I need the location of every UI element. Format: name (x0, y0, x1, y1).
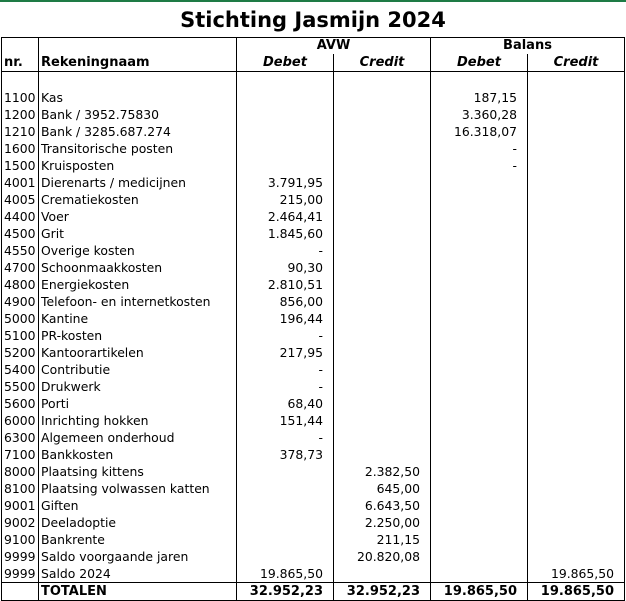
balans-credit-cell[interactable] (528, 361, 625, 378)
avw-credit-cell[interactable] (334, 276, 431, 293)
account-number-cell[interactable]: 5200 (2, 344, 39, 361)
avw-credit-cell[interactable] (334, 208, 431, 225)
table-row (2, 480, 625, 497)
account-name-cell[interactable]: Deeladoptie (39, 514, 237, 531)
table-row (2, 548, 625, 565)
account-number-cell[interactable]: 4005 (2, 191, 39, 208)
avw-credit-cell[interactable] (334, 446, 431, 463)
account-name-cell[interactable]: Giften (39, 497, 237, 514)
account-name-cell[interactable]: Porti (39, 395, 237, 412)
table-row (2, 123, 625, 140)
table-row (2, 378, 625, 395)
header-avw-debet[interactable]: Debet (237, 54, 334, 72)
balans-credit-cell[interactable] (528, 293, 625, 310)
avw-credit-cell[interactable] (334, 191, 431, 208)
balans-debet-cell[interactable] (431, 412, 528, 429)
table-row (2, 208, 625, 225)
avw-debet-cell[interactable] (237, 123, 334, 140)
avw-debet-cell[interactable]: 2.810,51 (237, 276, 334, 293)
avw-credit-cell[interactable] (334, 327, 431, 344)
account-name-cell[interactable]: Bankrente (39, 531, 237, 548)
account-number-cell[interactable]: 5400 (2, 361, 39, 378)
account-name-cell[interactable]: Kruisposten (39, 157, 237, 174)
balans-debet-cell[interactable] (431, 327, 528, 344)
account-name-cell[interactable]: Inrichting hokken (39, 412, 237, 429)
avw-credit-cell[interactable] (334, 429, 431, 446)
avw-debet-cell[interactable] (237, 89, 334, 106)
balans-debet-cell[interactable] (431, 548, 528, 565)
account-number-cell[interactable]: 8000 (2, 463, 39, 480)
balans-credit-cell[interactable] (528, 412, 625, 429)
balans-debet-cell[interactable]: 16.318,07 (431, 123, 528, 140)
avw-debet-cell[interactable] (237, 531, 334, 548)
table-row (2, 293, 625, 310)
avw-debet-cell[interactable]: 1.845,60 (237, 225, 334, 242)
balans-credit-cell[interactable] (528, 242, 625, 259)
header-col-name[interactable]: Rekeningnaam (39, 54, 237, 72)
balans-debet-cell[interactable] (431, 378, 528, 395)
avw-credit-cell[interactable] (334, 259, 431, 276)
avw-credit-cell[interactable] (334, 344, 431, 361)
table-row (2, 72, 625, 90)
account-name-cell[interactable]: Voer (39, 208, 237, 225)
header-avw-credit[interactable]: Credit (334, 54, 431, 72)
balans-debet-cell[interactable]: - (431, 157, 528, 174)
header-bal-debet[interactable]: Debet (431, 54, 528, 72)
table-row (2, 514, 625, 531)
balans-debet-cell[interactable] (431, 191, 528, 208)
avw-debet-cell[interactable]: 90,30 (237, 259, 334, 276)
header-group-avw[interactable]: AVW (237, 38, 431, 55)
avw-credit-cell[interactable]: 2.382,50 (334, 463, 431, 480)
header-col-nr[interactable]: nr. (2, 54, 39, 72)
account-number-cell[interactable]: 1210 (2, 123, 39, 140)
header-group-balans[interactable]: Balans (431, 38, 625, 55)
balans-credit-cell[interactable] (528, 123, 625, 140)
avw-credit-cell[interactable]: 211,15 (334, 531, 431, 548)
table-row (2, 463, 625, 480)
account-name-cell[interactable]: Contributie (39, 361, 237, 378)
balans-debet-cell[interactable] (431, 429, 528, 446)
balans-debet-cell[interactable]: 187,15 (431, 89, 528, 106)
totals-row (2, 583, 625, 601)
account-name-cell[interactable]: Kas (39, 89, 237, 106)
sheet-title[interactable]: Stichting Jasmijn 2024 (180, 8, 446, 32)
avw-debet-cell[interactable]: 215,00 (237, 191, 334, 208)
account-name-cell[interactable] (39, 72, 237, 90)
balans-credit-cell[interactable] (528, 497, 625, 514)
account-number-cell[interactable]: 4001 (2, 174, 39, 191)
avw-credit-cell[interactable] (334, 72, 431, 90)
table-row (2, 191, 625, 208)
balans-credit-cell[interactable] (528, 344, 625, 361)
account-number-cell[interactable]: 4550 (2, 242, 39, 259)
account-name-cell[interactable]: Algemeen onderhoud (39, 429, 237, 446)
table-row (2, 259, 625, 276)
totals-label[interactable]: TOTALEN (39, 583, 237, 601)
avw-debet-cell[interactable] (237, 157, 334, 174)
avw-debet-cell[interactable]: - (237, 361, 334, 378)
account-number-cell[interactable]: 4400 (2, 208, 39, 225)
avw-credit-cell[interactable]: 20.820,08 (334, 548, 431, 565)
avw-debet-cell[interactable]: 68,40 (237, 395, 334, 412)
avw-debet-cell[interactable]: - (237, 327, 334, 344)
balans-debet-cell[interactable] (431, 463, 528, 480)
header-blank-nr[interactable] (2, 38, 39, 55)
avw-credit-cell[interactable] (334, 225, 431, 242)
account-number-cell[interactable]: 1200 (2, 106, 39, 123)
avw-debet-cell[interactable]: 378,73 (237, 446, 334, 463)
balans-credit-cell[interactable] (528, 191, 625, 208)
ledger-body (2, 72, 625, 601)
account-number-cell[interactable]: 4900 (2, 293, 39, 310)
selection-accent-line (0, 0, 626, 2)
avw-credit-cell[interactable] (334, 378, 431, 395)
avw-credit-cell[interactable] (334, 242, 431, 259)
account-number-cell[interactable]: 4500 (2, 225, 39, 242)
avw-credit-cell[interactable] (334, 89, 431, 106)
table-row (2, 531, 625, 548)
table-row (2, 174, 625, 191)
avw-debet-cell[interactable]: 2.464,41 (237, 208, 334, 225)
avw-debet-cell[interactable] (237, 140, 334, 157)
account-name-cell[interactable]: Plaatsing volwassen katten (39, 480, 237, 497)
account-name-cell[interactable]: Bank / 3952.75830 (39, 106, 237, 123)
table-row (2, 344, 625, 361)
account-number-cell[interactable]: 9002 (2, 514, 39, 531)
balans-credit-cell[interactable] (528, 89, 625, 106)
balans-debet-cell[interactable] (431, 531, 528, 548)
account-name-cell[interactable]: Transitorische posten (39, 140, 237, 157)
table-row (2, 140, 625, 157)
account-name-cell[interactable]: Kantoorartikelen (39, 344, 237, 361)
avw-debet-cell[interactable]: 217,95 (237, 344, 334, 361)
table-row (2, 395, 625, 412)
avw-credit-cell[interactable] (334, 140, 431, 157)
balans-credit-cell[interactable] (528, 548, 625, 565)
avw-debet-cell[interactable] (237, 497, 334, 514)
avw-debet-cell[interactable] (237, 463, 334, 480)
balans-debet-cell[interactable] (431, 208, 528, 225)
balans-debet-cell[interactable] (431, 225, 528, 242)
ledger-table (1, 37, 625, 601)
balans-debet-cell[interactable] (431, 310, 528, 327)
table-row (2, 225, 625, 242)
account-number-cell[interactable]: 9100 (2, 531, 39, 548)
balans-debet-cell[interactable] (431, 446, 528, 463)
balans-credit-cell[interactable] (528, 378, 625, 395)
account-number-cell[interactable]: 5600 (2, 395, 39, 412)
balans-credit-cell[interactable] (528, 259, 625, 276)
account-name-cell[interactable]: Bankkosten (39, 446, 237, 463)
table-row (2, 276, 625, 293)
avw-credit-cell[interactable] (334, 395, 431, 412)
account-number-cell[interactable]: 9999 (2, 565, 39, 583)
balans-credit-cell[interactable] (528, 276, 625, 293)
balans-credit-cell[interactable] (528, 208, 625, 225)
balans-debet-cell[interactable] (431, 344, 528, 361)
balans-debet-cell[interactable] (431, 72, 528, 90)
account-number-cell[interactable]: 5100 (2, 327, 39, 344)
account-name-cell[interactable]: Saldo 2024 (39, 565, 237, 583)
balans-credit-cell[interactable] (528, 446, 625, 463)
balans-debet-cell[interactable] (431, 565, 528, 583)
account-name-cell[interactable]: Dierenarts / medicijnen (39, 174, 237, 191)
avw-debet-cell[interactable]: - (237, 378, 334, 395)
totals-bal-credit[interactable]: 19.865,50 (528, 583, 625, 601)
table-row (2, 157, 625, 174)
totals-bal-debet[interactable]: 19.865,50 (431, 583, 528, 601)
balans-debet-cell[interactable] (431, 242, 528, 259)
account-number-cell[interactable]: 5000 (2, 310, 39, 327)
balans-credit-cell[interactable] (528, 463, 625, 480)
avw-debet-cell[interactable] (237, 72, 334, 90)
account-number-cell[interactable]: 9999 (2, 548, 39, 565)
table-row (2, 412, 625, 429)
avw-credit-cell[interactable] (334, 106, 431, 123)
balans-credit-cell[interactable] (528, 429, 625, 446)
avw-credit-cell[interactable] (334, 123, 431, 140)
avw-credit-cell[interactable] (334, 361, 431, 378)
account-number-cell[interactable]: 1600 (2, 140, 39, 157)
account-name-cell[interactable]: Grit (39, 225, 237, 242)
avw-debet-cell[interactable] (237, 548, 334, 565)
balans-credit-cell[interactable] (528, 327, 625, 344)
balans-credit-cell[interactable] (528, 174, 625, 191)
totals-nr-cell[interactable] (2, 583, 39, 601)
table-row (2, 106, 625, 123)
balans-credit-cell[interactable]: 19.865,50 (528, 565, 625, 583)
avw-debet-cell[interactable]: 151,44 (237, 412, 334, 429)
avw-credit-cell[interactable]: 645,00 (334, 480, 431, 497)
totals-avw-debet[interactable]: 32.952,23 (237, 583, 334, 601)
account-number-cell[interactable]: 4700 (2, 259, 39, 276)
account-name-cell[interactable]: Bank / 3285.687.274 (39, 123, 237, 140)
balans-debet-cell[interactable] (431, 293, 528, 310)
balans-debet-cell[interactable]: 3.360,28 (431, 106, 528, 123)
account-name-cell[interactable]: Energiekosten (39, 276, 237, 293)
account-name-cell[interactable]: PR-kosten (39, 327, 237, 344)
avw-credit-cell[interactable] (334, 412, 431, 429)
balans-debet-cell[interactable] (431, 514, 528, 531)
table-row (2, 327, 625, 344)
table-row (2, 497, 625, 514)
balans-credit-cell[interactable] (528, 480, 625, 497)
avw-debet-cell[interactable]: 3.791,95 (237, 174, 334, 191)
account-name-cell[interactable]: Schoonmaakkosten (39, 259, 237, 276)
account-number-cell[interactable]: 5500 (2, 378, 39, 395)
account-name-cell[interactable]: Saldo voorgaande jaren (39, 548, 237, 565)
account-number-cell[interactable]: 8100 (2, 480, 39, 497)
avw-credit-cell[interactable] (334, 157, 431, 174)
avw-credit-cell[interactable] (334, 293, 431, 310)
avw-credit-cell[interactable]: 6.643,50 (334, 497, 431, 514)
balans-credit-cell[interactable] (528, 514, 625, 531)
balans-credit-cell[interactable] (528, 72, 625, 90)
account-number-cell[interactable]: 6300 (2, 429, 39, 446)
avw-debet-cell[interactable] (237, 480, 334, 497)
totals-avw-credit[interactable]: 32.952,23 (334, 583, 431, 601)
account-name-cell[interactable]: Kantine (39, 310, 237, 327)
account-name-cell[interactable]: Crematiekosten (39, 191, 237, 208)
balans-credit-cell[interactable] (528, 310, 625, 327)
account-number-cell[interactable]: 4800 (2, 276, 39, 293)
avw-debet-cell[interactable]: - (237, 429, 334, 446)
balans-debet-cell[interactable] (431, 259, 528, 276)
account-number-cell[interactable]: 7100 (2, 446, 39, 463)
avw-debet-cell[interactable]: 856,00 (237, 293, 334, 310)
table-row (2, 446, 625, 463)
avw-credit-cell[interactable] (334, 174, 431, 191)
balans-credit-cell[interactable] (528, 157, 625, 174)
account-name-cell[interactable]: Drukwerk (39, 378, 237, 395)
balans-credit-cell[interactable] (528, 140, 625, 157)
balans-credit-cell[interactable] (528, 106, 625, 123)
balans-credit-cell[interactable] (528, 395, 625, 412)
account-number-cell[interactable]: 1500 (2, 157, 39, 174)
table-row (2, 565, 625, 583)
account-number-cell[interactable] (2, 72, 39, 90)
account-name-cell[interactable]: Telefoon- en internetkosten (39, 293, 237, 310)
account-name-cell[interactable]: Overige kosten (39, 242, 237, 259)
balans-debet-cell[interactable] (431, 361, 528, 378)
table-row (2, 242, 625, 259)
balans-debet-cell[interactable] (431, 497, 528, 514)
table-row (2, 429, 625, 446)
table-row (2, 89, 625, 106)
avw-credit-cell[interactable] (334, 565, 431, 583)
account-name-cell[interactable]: Plaatsing kittens (39, 463, 237, 480)
account-number-cell[interactable]: 6000 (2, 412, 39, 429)
balans-debet-cell[interactable] (431, 276, 528, 293)
avw-credit-cell[interactable]: 2.250,00 (334, 514, 431, 531)
account-number-cell[interactable]: 1100 (2, 89, 39, 106)
avw-credit-cell[interactable] (334, 310, 431, 327)
avw-debet-cell[interactable] (237, 106, 334, 123)
avw-debet-cell[interactable]: - (237, 242, 334, 259)
balans-debet-cell[interactable] (431, 174, 528, 191)
table-row (2, 310, 625, 327)
table-row (2, 361, 625, 378)
balans-debet-cell[interactable] (431, 480, 528, 497)
balans-credit-cell[interactable] (528, 531, 625, 548)
avw-debet-cell[interactable] (237, 514, 334, 531)
avw-debet-cell[interactable]: 19.865,50 (237, 565, 334, 583)
header-bal-credit[interactable]: Credit (528, 54, 625, 72)
account-number-cell[interactable]: 9001 (2, 497, 39, 514)
avw-debet-cell[interactable]: 196,44 (237, 310, 334, 327)
header-blank-name[interactable] (39, 38, 237, 55)
balans-debet-cell[interactable] (431, 395, 528, 412)
balans-debet-cell[interactable]: - (431, 140, 528, 157)
balans-credit-cell[interactable] (528, 225, 625, 242)
